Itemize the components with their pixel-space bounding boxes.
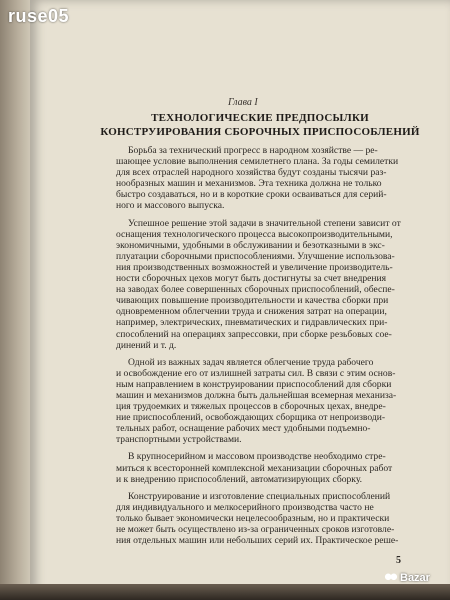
text-line: тельных работ, оснащение рабочих мест удобными подъемно- (116, 423, 371, 435)
text-line: динений и т. д. (116, 339, 177, 351)
chapter-title (100, 111, 420, 139)
text-line: В крупносерийном и массовом производстве необходимо стре- (128, 451, 386, 463)
text-line: нообразных машин и механизмов. Эта техника должна не только (116, 178, 382, 190)
seller-watermark: ruse05 (8, 6, 70, 26)
marketplace-logo (384, 572, 430, 584)
text-line: быстро создаваться, но и в короткие сроки осваиваться для серий- (116, 189, 387, 201)
chapter-label: Глава I (228, 97, 258, 108)
text-line: ния производственных возможностей и увеличение производитель- (116, 261, 393, 273)
text-line: для индивидуального и мелкосерийного производства часто не (116, 501, 374, 513)
text-line: для всех отраслей народного хозяйства будут созданы тысячи раз- (116, 167, 387, 179)
chapter-title-line-2: КОНСТРУИРОВАНИЯ СБОРОЧНЫХ ПРИСПОСОБЛЕНИЙ (100, 126, 420, 138)
text-line: и освобождение его от излишней затраты сил. В связи с этим основ- (116, 367, 396, 379)
text-line: шающее условие выполнения семилетнего плана. За годы семилетки (116, 156, 399, 168)
text-line: Конструирование и изготовление специальных приспособлений (128, 490, 391, 502)
text-line: например, электрических, пневматических и гидравлических при- (116, 317, 388, 329)
text-line: миться к всесторонней комплексной механизации сборочных работ (116, 462, 393, 474)
text-line: плуатации сборочными приспособлениями. Улучшение использова- (116, 250, 395, 262)
page-bottom-shadow (0, 584, 450, 600)
text-line: Борьба за технический прогресс в народном хозяйстве — ре- (128, 145, 378, 156)
text-line: ния отдельных машин или небольших серий их. Практическое реше- (116, 535, 399, 547)
text-line: на заводах более совершенных сборочных приспособлений, обеспе- (116, 284, 395, 296)
text-line: машин и механизмов должна быть дальнейшая всемерная механиза- (116, 389, 397, 401)
text-line: и к внедрению приспособлений, автоматизирующих сборку. (116, 473, 363, 485)
marketplace-logo-text: Bazar (400, 572, 430, 584)
text-line: только бывает экономически нецелесообразным, но и практически (116, 512, 390, 524)
text-line: ности сборочных цехов могут быть достигнуты за счет внедрения (116, 273, 387, 285)
text-line: одновременном облегчении труда и снижения затрат на операции, (116, 306, 387, 318)
text-line: ция трудоемких и тяжелых процессов в сборочных цехах, внедре- (116, 401, 386, 413)
text-line: Одной из важных задач является облегчение труда рабочего (128, 356, 374, 368)
text-line: транспортными устройствами. (116, 434, 242, 446)
text-line: ние приспособлений, освобождающих сборщика от непроизводи- (116, 412, 386, 424)
text-line: чивающих повышение производительности и качества сборки при (116, 295, 389, 307)
text-line: не может быть осуществлено из-за ограниченных сроков изготовле- (116, 524, 395, 535)
heart-icon (384, 572, 398, 584)
text-line: Успешное решение этой задачи в значительной степени зависит от (128, 217, 401, 229)
text-line: ного и массового выпуска. (116, 200, 225, 212)
text-line: ным направлением в конструировании приспособлений для сборки (116, 378, 392, 390)
text-line: экономичными, удобными в обслуживании и безотказными в экс- (116, 239, 385, 251)
book-binding-edge (0, 0, 30, 600)
page-number: 5 (396, 555, 401, 566)
text-line: способлений на операциях запрессовки, при сборке резьбовых сое- (116, 328, 392, 340)
text-line: оснащения технологического процесса высокопроизводительными, (116, 228, 393, 240)
body-text (116, 145, 402, 546)
chapter-title-line-1: ТЕХНОЛОГИЧЕСКИЕ ПРЕДПОСЫЛКИ (151, 112, 369, 124)
